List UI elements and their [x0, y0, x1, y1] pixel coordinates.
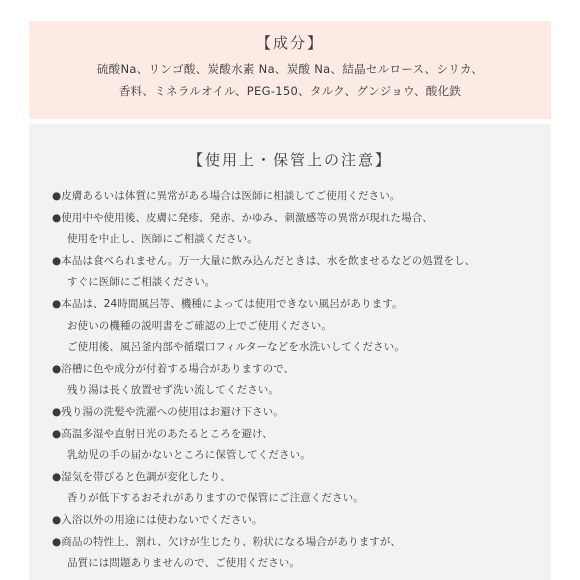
caution-item [52, 359, 551, 402]
caution-item [52, 532, 551, 575]
caution-line: ●入浴以外の用途には使わないでください。 [52, 513, 263, 526]
caution-line: ●皮膚あるいは体質に異常がある場合は医師に相談してご使用ください。 [52, 190, 401, 202]
caution-item [52, 467, 551, 510]
caution-line: ご使用後、風呂釜内部や循環口フィルターなどを水洗いしてください。 [67, 341, 405, 354]
caution-line: 使用を中止し、医師にご相談ください。 [67, 233, 258, 246]
caution-line: ●使用中や使用後、皮膚に発疹、発赤、かゆみ、刺激感等の異常が現れた場合、 [52, 211, 433, 224]
ingredients-panel [29, 21, 551, 119]
cautions-list [52, 186, 551, 575]
caution-item [52, 510, 551, 532]
caution-item [52, 402, 551, 424]
caution-item [52, 186, 551, 208]
caution-line: 残り湯は長く放置せず洗い流してください。 [67, 384, 279, 397]
caution-line: ●残り湯の洗髪や洗濯への使用はお避け下さい。 [52, 405, 284, 418]
caution-item [52, 294, 551, 359]
caution-line: ●高温多湿や直射日光のあたるところを避け、 [52, 427, 273, 440]
ingredients-line: 硫酸Na、リンゴ酸、炭酸水素 Na、炭酸 Na、結晶セルロース、シリカ、 [96, 62, 484, 76]
caution-line: 品質には問題ありませんので、ご使用ください。 [67, 557, 300, 570]
caution-line: すぐに医師にご相談ください。 [67, 276, 216, 289]
caution-item [52, 208, 551, 251]
caution-line: ●本品は食べられません。万一大量に飲み込んだときは、水を飲ませるなどの処置をし、 [52, 254, 476, 267]
caution-line: ●商品の特性上、割れ、欠けが生じたり、粉状になる場合がありますが、 [52, 535, 402, 548]
caution-item [52, 251, 551, 294]
caution-line: 乳幼児の手の届かないところに保管してください。 [67, 449, 311, 462]
caution-line: ●浴槽に色や成分が付着する場合がありますので、 [52, 362, 295, 375]
cautions-panel [29, 124, 551, 580]
ingredients-title: 【成分】 [255, 34, 324, 52]
ingredients-line: 香料、ミネラルオイル、PEG-150、タルク、グンジョウ、酸化鉄 [118, 84, 462, 98]
caution-line: ●湿気を帯びると色調が変化したり、 [52, 470, 231, 483]
cautions-title: 【使用上・保管上の注意】 [187, 151, 392, 169]
caution-item [52, 424, 551, 467]
caution-line: ●本品は、24時間風呂等、機種によっては使用できない風呂があります。 [52, 297, 403, 310]
caution-line: お使いの機種の説明書をご確認の上でご使用ください。 [67, 319, 332, 332]
caution-line: 香りが低下するおそれがありますので保管にご注意ください。 [67, 492, 364, 505]
